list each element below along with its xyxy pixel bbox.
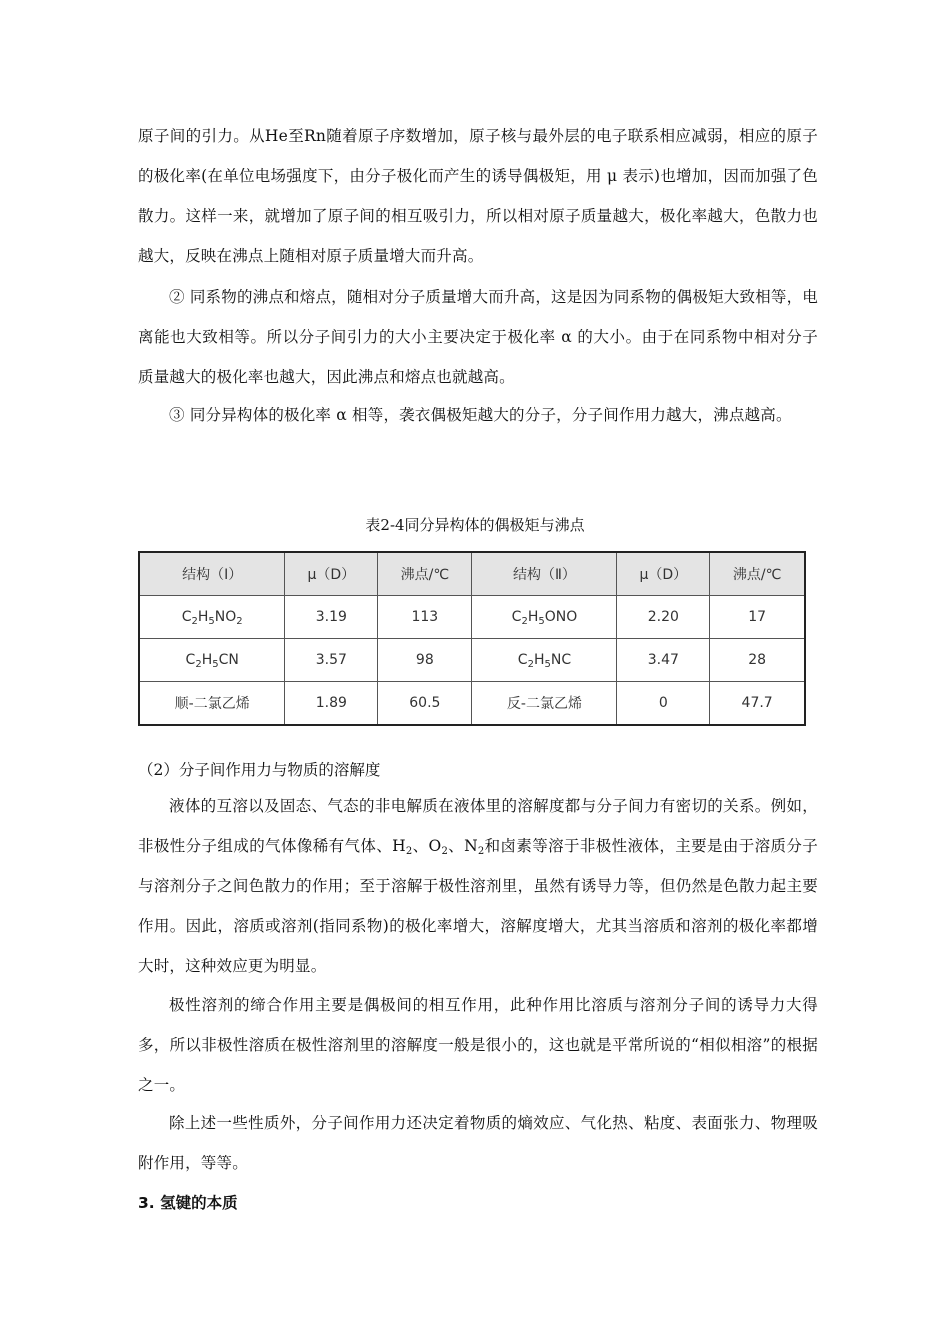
table-caption: 表2-4同分异构体的偶极矩与沸点 bbox=[365, 516, 585, 534]
cell-structure-1: $C_2H_5NO_2$ bbox=[139, 596, 285, 639]
dipole-boiling-table bbox=[138, 551, 806, 726]
cell-structure-2: $C_2H_5NC$ bbox=[472, 639, 617, 682]
header-structure-2: 结构（Ⅱ） bbox=[472, 552, 617, 596]
cell-structure-2: $C_2H_5ONO$ bbox=[472, 596, 617, 639]
header-dipole-2: μ（D） bbox=[617, 552, 710, 596]
paragraph-polarizability: 原子间的引力。从He至Rn随着原子序数增加，原子核与最外层的电子联系相应减弱，相应的原子的极化率(在单位电场强度下，由分子极化而产生的诱导偶极矩，用 μ 表示)也增加，因而加强了色散力。这样一来，就增加了原子间的相互吸引力，所以相对原子质量越大，极化率越大，色散力也越大，反映在沸点上随相对原子质量增大而升高。 bbox=[138, 127, 818, 265]
cell-boiling-1: 60.5 bbox=[378, 682, 472, 726]
header-boiling-2: 沸点/℃ bbox=[710, 552, 805, 596]
cell-dipole-2: 0 bbox=[617, 682, 710, 726]
cell-dipole-2: 3.47 bbox=[617, 639, 710, 682]
paragraph-homologs: ② 同系物的沸点和熔点，随相对分子质量增大而升高，这是因为同系物的偶极矩大致相等，电离能也大致相等。所以分子间引力的大小主要决定于极化率 α 的大小。由于在同系物中相对分子质量越大的极化率也越大，因此沸点和熔点也就越高。 bbox=[138, 288, 818, 386]
header-structure-1: 结构（Ⅰ） bbox=[139, 552, 285, 596]
cell-dipole-1: 3.57 bbox=[285, 639, 378, 682]
cell-boiling-2: 17 bbox=[710, 596, 805, 639]
header-dipole-1: μ（D） bbox=[285, 552, 378, 596]
cell-boiling-2: 47.7 bbox=[710, 682, 805, 726]
cell-dipole-1: 3.19 bbox=[285, 596, 378, 639]
table-row bbox=[139, 596, 805, 639]
cell-dipole-2: 2.20 bbox=[617, 596, 710, 639]
paragraph-isomers: ③ 同分异构体的极化率 α 相等，袭衣偶极矩越大的分子，分子间作用力越大，沸点越高。 bbox=[169, 406, 792, 424]
header-boiling-1: 沸点/℃ bbox=[378, 552, 472, 596]
cell-structure-2: 反-二氯乙烯 bbox=[472, 682, 617, 726]
cell-boiling-1: 113 bbox=[378, 596, 472, 639]
cell-dipole-1: 1.89 bbox=[285, 682, 378, 726]
paragraph-solubility: 液体的互溶以及固态、气态的非电解质在液体里的溶解度都与分子间力有密切的关系。例如，非极性分子组成的气体像稀有气体、$H_2$、$O_2$、$N_2$和卤素等溶于非极性液体，主要是由于溶质分子与溶剂分子之间色散力的作用；至于溶解于极性溶剂里，虽然有诱导力等，但仍然是色散力起主要作用。因此，溶质或溶剂(指同系物)的极化率增大，溶解度增大，尤其当溶质和溶剂的极化率都增大时，这种效应更为明显。 bbox=[138, 797, 819, 975]
cell-structure-1: 顺-二氯乙烯 bbox=[139, 682, 285, 726]
cell-boiling-2: 28 bbox=[710, 639, 805, 682]
table-header-row bbox=[139, 552, 805, 596]
table-row bbox=[139, 639, 805, 682]
paragraph-other-properties: 除上述一些性质外，分子间作用力还决定着物质的熵效应、气化热、粘度、表面张力、物理吸附作用，等等。 bbox=[138, 1114, 818, 1172]
cell-boiling-1: 98 bbox=[378, 639, 472, 682]
paragraph-polar-solvent: 极性溶剂的缔合作用主要是偶极间的相互作用，此种作用比溶质与溶剂分子间的诱导力大得多，所以非极性溶质在极性溶剂里的溶解度一般是很小的，这也就是平常所说的“相似相溶”的根据之一。 bbox=[138, 996, 818, 1094]
table-row bbox=[139, 682, 805, 726]
section-title-hydrogen-bond: 3. 氢键的本质 bbox=[138, 1194, 238, 1212]
section-title-solubility: （2）分子间作用力与物质的溶解度 bbox=[138, 761, 381, 779]
cell-structure-1: $C_2H_5CN$ bbox=[139, 639, 285, 682]
